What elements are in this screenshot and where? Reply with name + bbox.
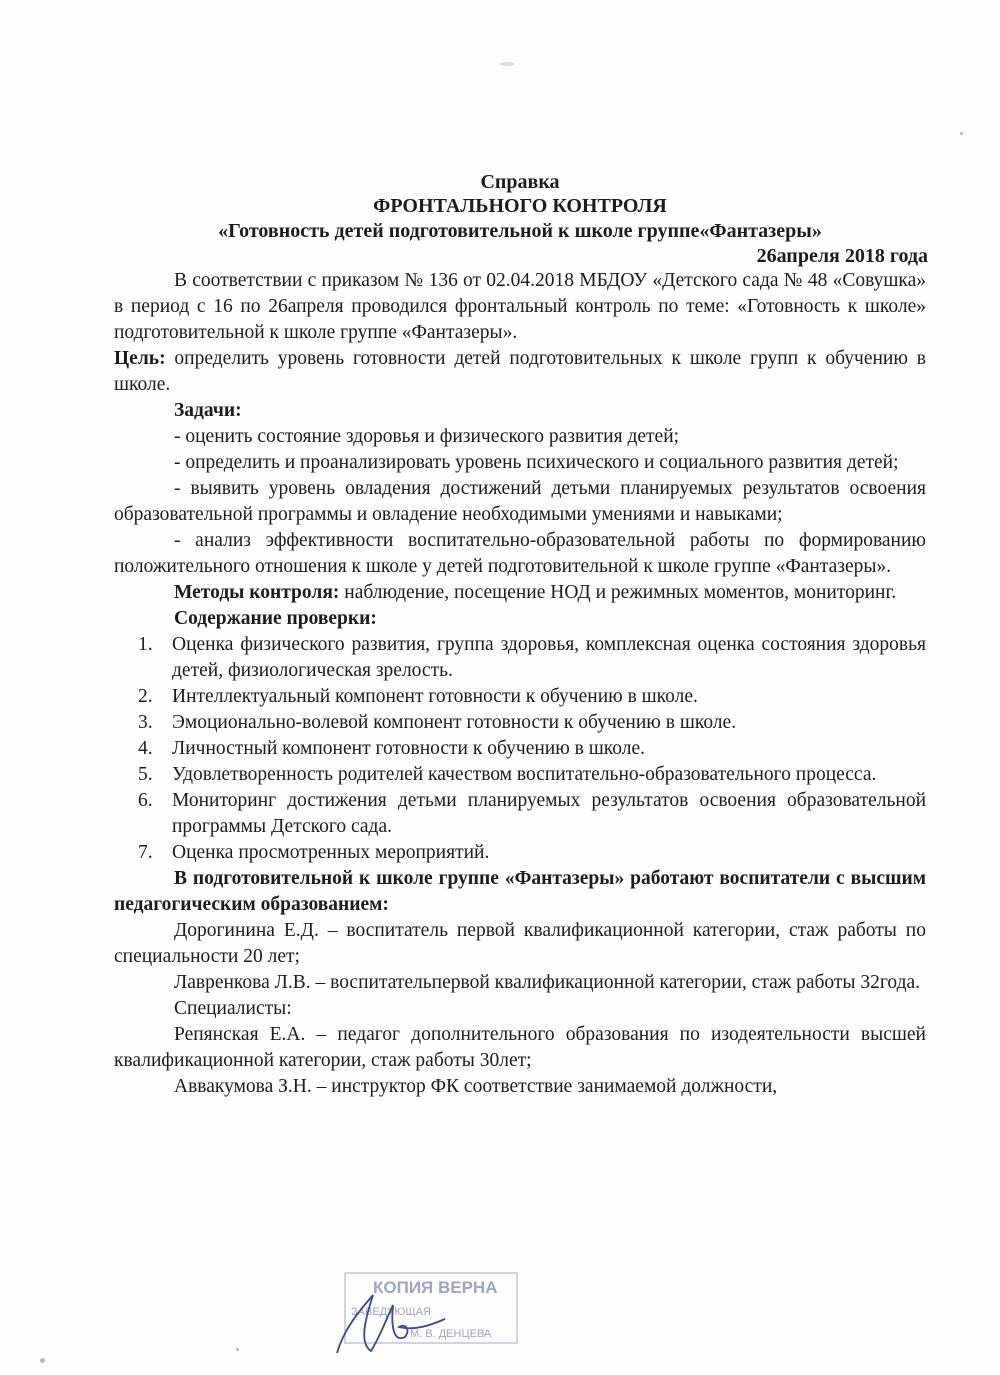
task-item: - оценить состояние здоровья и физического развития детей; <box>174 426 680 447</box>
list-number: 7. <box>138 842 153 863</box>
specialist-item: Репянская Е.А. – педагог дополнительного образования по изодеятельности высшей квалификационной категории, стаж работы 30лет; <box>114 1024 926 1071</box>
specialist-item: Аввакумова З.Н. – инструктор ФК соответствие занимаемой должности, <box>174 1076 778 1097</box>
content-label: Содержание проверки: <box>174 608 377 629</box>
task-item: - определить и проанализировать уровень психического и социального развития детей; <box>174 452 899 473</box>
methods-paragraph <box>114 580 926 606</box>
stamp-line-1: КОПИЯ ВЕРНА <box>373 1278 498 1297</box>
tasks-label: Задачи: <box>174 400 242 421</box>
doc-subtitle: ФРОНТАЛЬНОГО КОНТРОЛЯ <box>373 195 667 217</box>
goal-text: определить уровень готовности детей подготовительных к школе групп к обучению в школе. <box>114 348 926 395</box>
task-item: - выявить уровень овладения достижений детьми планируемых результатов освоения образовательной программы и овладение необходимыми умениями и навыками; <box>114 478 926 525</box>
stamp-line-3: М. В. ДЕНЦЕВА <box>410 1328 492 1340</box>
list-item <box>114 632 926 684</box>
scan-speck <box>40 1358 45 1363</box>
list-text: Оценка физического развития, группа здоровья, комплексная оценка состояния здоровья детей, физиологическая зрелость. <box>172 634 926 681</box>
list-number: 4. <box>138 738 153 759</box>
list-text: Оценка просмотренных мероприятий. <box>172 842 490 863</box>
goal-paragraph <box>114 346 926 398</box>
list-text: Мониторинг достижения детьми планируемых результатов освоения образовательной программы Детского сада. <box>172 790 926 837</box>
list-number: 6. <box>138 790 153 811</box>
staff-intro: В подготовительной к школе группе «Фантазеры» работают воспитатели с высшим педагогическим образованием: <box>114 868 926 915</box>
copy-stamp <box>335 1265 525 1360</box>
scan-speck <box>500 62 514 66</box>
methods-label: Методы контроля: <box>174 582 340 603</box>
stamp-line-2: ЗАВЕДУЮЩАЯ <box>351 1306 431 1318</box>
intro-paragraph: В соответствии с приказом № 136 от 02.04.2018 МБДОУ «Детского сада № 48 «Совушка» в период с 16 по 26апреля проводился фронтальный контроль по теме: «Готовность к школе» подготовительной к школе группе «Фантазеры». <box>114 270 926 343</box>
list-text: Удовлетворенность родителей качеством воспитательно-образовательного процесса. <box>172 764 877 785</box>
staff-item: Дорогинина Е.Д. – воспитатель первой квалификационной категории, стаж работы по специальности 20 лет; <box>114 920 926 967</box>
doc-date: 26апреля 2018 года <box>756 245 928 267</box>
scan-speck <box>960 132 963 135</box>
list-item <box>114 762 926 788</box>
staff-item: Лавренкова Л.В. – воспитательпервой квалификационной категории, стаж работы 32года. <box>174 972 921 993</box>
list-item <box>114 840 926 866</box>
list-text: Эмоционально-волевой компонент готовности к обучению в школе. <box>172 712 737 733</box>
doc-topic: «Готовность детей подготовительной к школе группе«Фантазеры» <box>218 220 822 242</box>
list-item <box>114 684 926 710</box>
list-text: Личностный компонент готовности к обучению в школе. <box>172 738 645 759</box>
list-number: 1. <box>138 634 153 655</box>
specialists-label: Специалисты: <box>174 998 292 1019</box>
methods-text: наблюдение, посещение НОД и режимных моментов, мониторинг. <box>339 582 897 603</box>
signature-mark <box>337 1295 445 1353</box>
list-item <box>114 736 926 762</box>
list-number: 2. <box>138 686 153 707</box>
content-list <box>114 632 926 866</box>
goal-label: Цель: <box>114 348 166 369</box>
doc-title: Справка <box>480 171 560 193</box>
list-item <box>114 710 926 736</box>
document-body <box>114 268 926 1100</box>
list-number: 5. <box>138 764 153 785</box>
task-item: - анализ эффективности воспитательно-образовательной работы по формированию положительного отношения к школе у детей подготовительной к школе группе «Фантазеры». <box>114 530 926 577</box>
scan-speck <box>236 1348 239 1351</box>
list-text: Интеллектуальный компонент готовности к обучению в школе. <box>172 686 698 707</box>
list-number: 3. <box>138 712 153 733</box>
list-item <box>114 788 926 840</box>
